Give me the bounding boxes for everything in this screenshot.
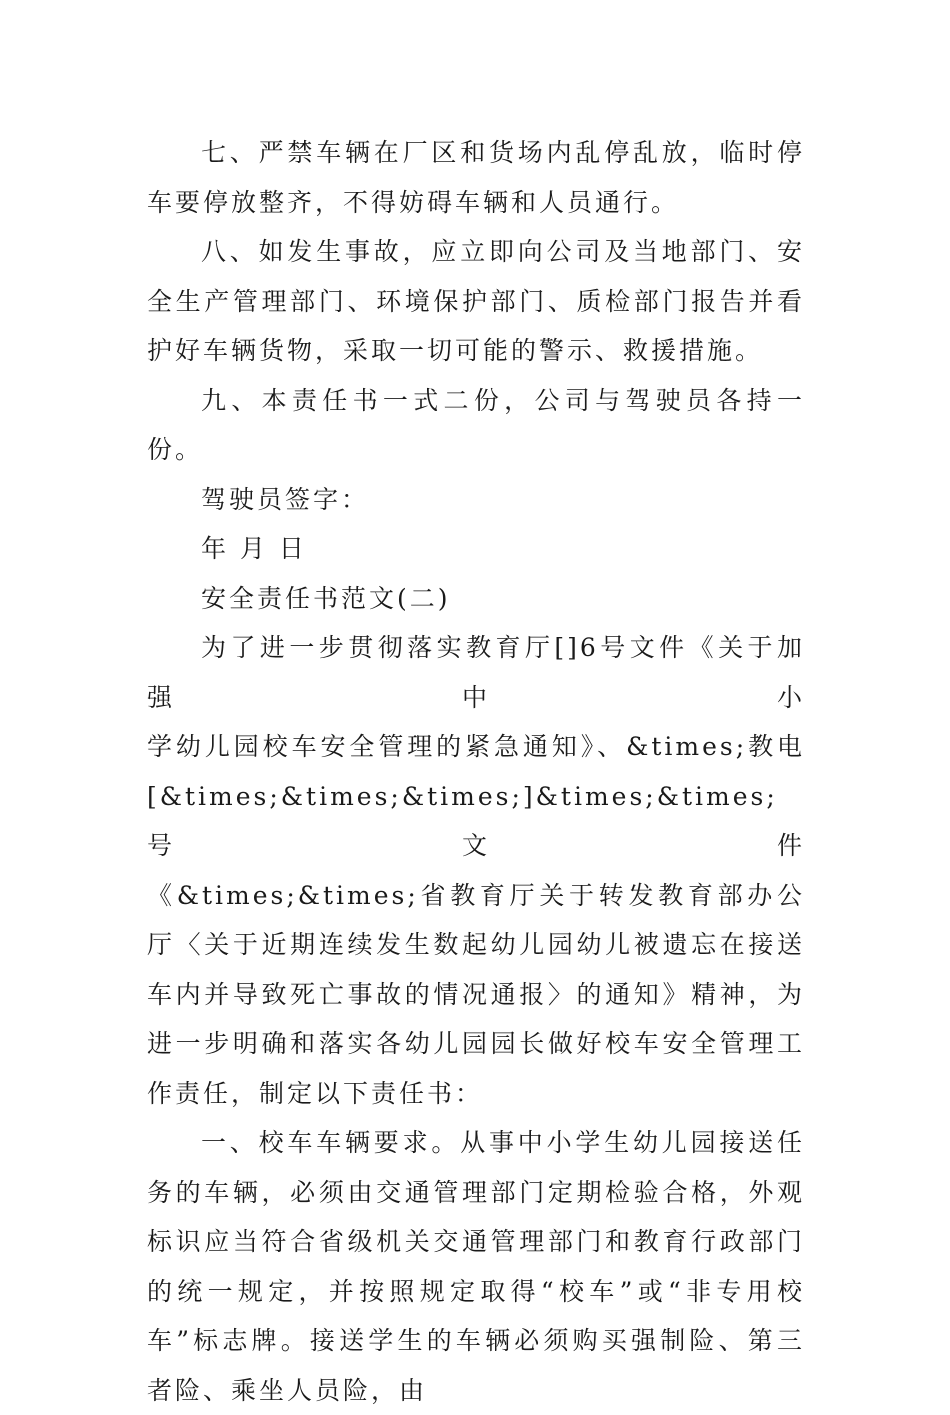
paragraph-item-8: 八、如发生事故，应立即向公司及当地部门、安全生产管理部门、环境保护部门、质检部门报告并看护好车辆货物，采取一切可能的警示、救援措施。 [147,237,805,365]
section-title: 安全责任书范文(二) [201,583,451,613]
intro-line-2: 学幼儿园校车安全管理的紧急通知》、&times;教电 [147,732,805,761]
driver-signature-label: 驾驶员签字： [201,484,370,514]
date-line: 年 月 日 [201,534,307,563]
intro-line-3: [&times;&times;&times;]&times;&times; 号 文 件 [147,781,805,860]
intro-line-1: 为了进一步贯彻落实教育厅[]6号文件《关于加强中小 [147,633,805,712]
intro-paragraph-rest: 《&times;&times;省教育厅关于转发教育部办公厅〈关于近期连续发生数起幼儿园幼儿被遗忘在接送车内并导致死亡事故的情况通报〉的通知》精神，为进一步明确和落实各幼儿园园长做好校车安全管理工作责任，制定以下责任书： [147,880,805,1108]
paragraph-item-7: 七、严禁车辆在厂区和货场内乱停乱放，临时停车要停放整齐，不得妨碍车辆和人员通行。 [147,138,805,217]
paragraph-item-9: 九、本责任书一式二份，公司与驾驶员各持一份。 [147,385,805,464]
paragraph-item-1: 一、校车车辆要求。从事中小学生幼儿园接送任务的车辆，必须由交通管理部门定期检验合格，外观标识应当符合省级机关交通管理部门和教育行政部门的统一规定，并按照规定取得“校车”或“非专用校车”标志牌。接送学生的车辆必须购买强制险、第三者险、乘坐人员险，由 [147,1128,805,1405]
document-page [147,128,805,1415]
